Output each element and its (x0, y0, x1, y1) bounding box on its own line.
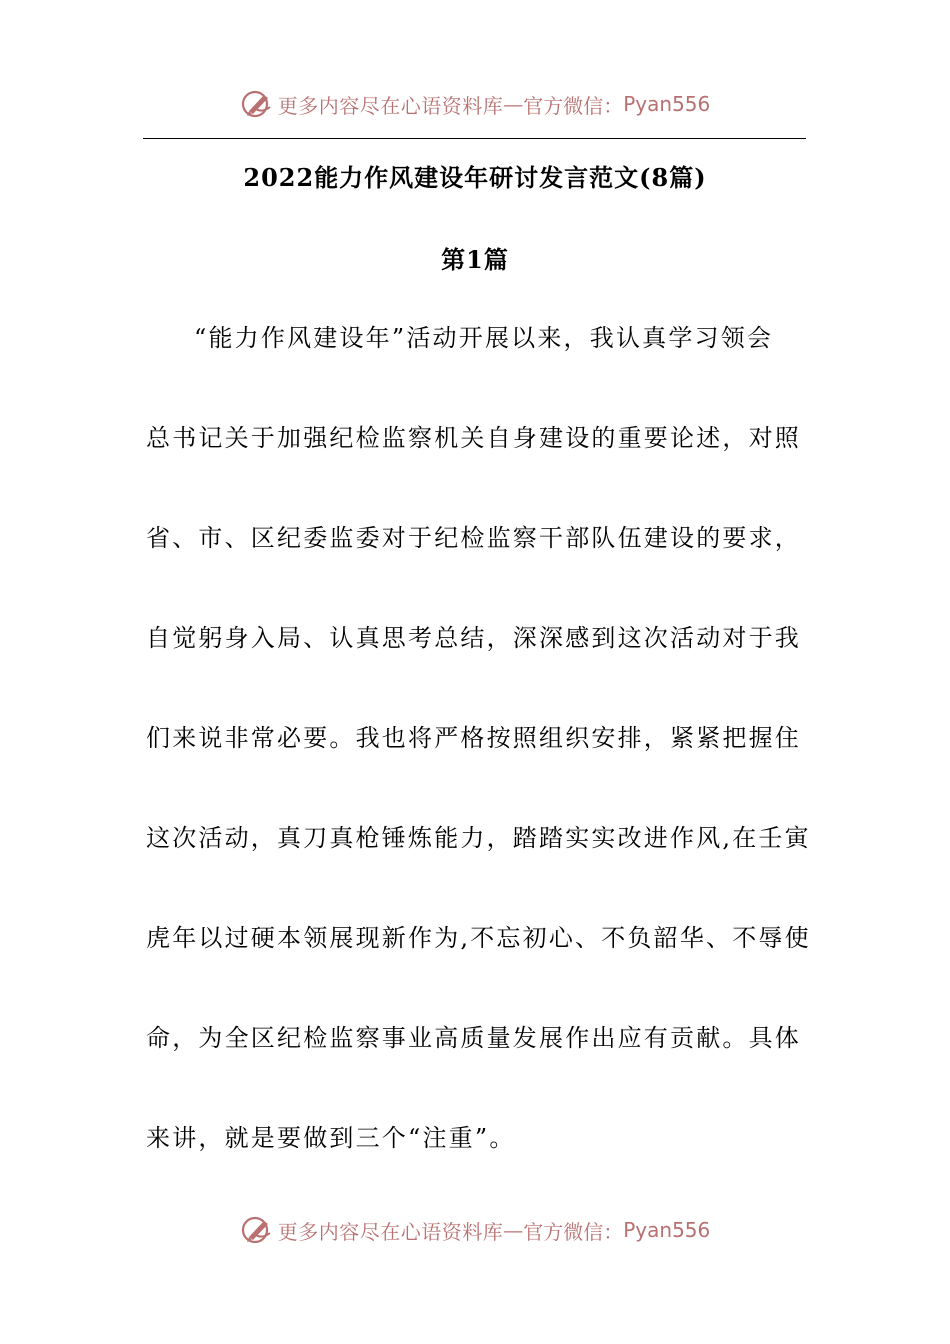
section-heading: 第1篇 (441, 245, 509, 274)
banner-wechat-id: Pyan556 (623, 92, 711, 116)
banner-text: 更多内容尽在心语资料库 (277, 1219, 504, 1244)
paragraph-line: 自觉躬身入局、认真思考总结，深深感到这次活动对于我 (146, 624, 801, 652)
banner-text: 更多内容尽在心语资料库 (277, 93, 504, 118)
document-title: 2022能力作风建设年研讨发言范文(8篇) (243, 163, 707, 192)
banner-official-label: 官方微信： (523, 93, 624, 118)
paragraph-line: 们来说非常必要。我也将严格按照组织安排，紧紧把握住 (146, 724, 801, 752)
header-rule (143, 138, 806, 139)
pen-logo-icon (240, 1213, 274, 1247)
header-banner (0, 84, 950, 124)
paragraph-line: 虎年以过硬本领展现新作为,不忘初心、不负韶华、不辱使 (146, 924, 811, 952)
paragraph-line: 来讲，就是要做到三个“注重”。 (146, 1124, 516, 1152)
paragraph-line: 这次活动，真刀真枪锤炼能力，踏踏实实改进作风,在壬寅 (146, 824, 811, 852)
paragraph-line: 省、市、区纪委监委对于纪检监察干部队伍建设的要求， (146, 524, 801, 552)
footer-banner (0, 1210, 950, 1250)
banner-official-label: 官方微信： (523, 1219, 624, 1244)
paragraph-line: 总书记关于加强纪检监察机关自身建设的重要论述，对照 (146, 424, 801, 452)
paragraph-line: 命，为全区纪检监察事业高质量发展作出应有贡献。具体 (146, 1024, 801, 1052)
banner-dash: — (503, 92, 524, 116)
pen-logo-icon (240, 87, 274, 121)
paragraph-line: “能力作风建设年”活动开展以来，我认真学习领会 (194, 324, 774, 352)
banner-dash: — (503, 1218, 524, 1242)
banner-wechat-id: Pyan556 (623, 1218, 711, 1242)
